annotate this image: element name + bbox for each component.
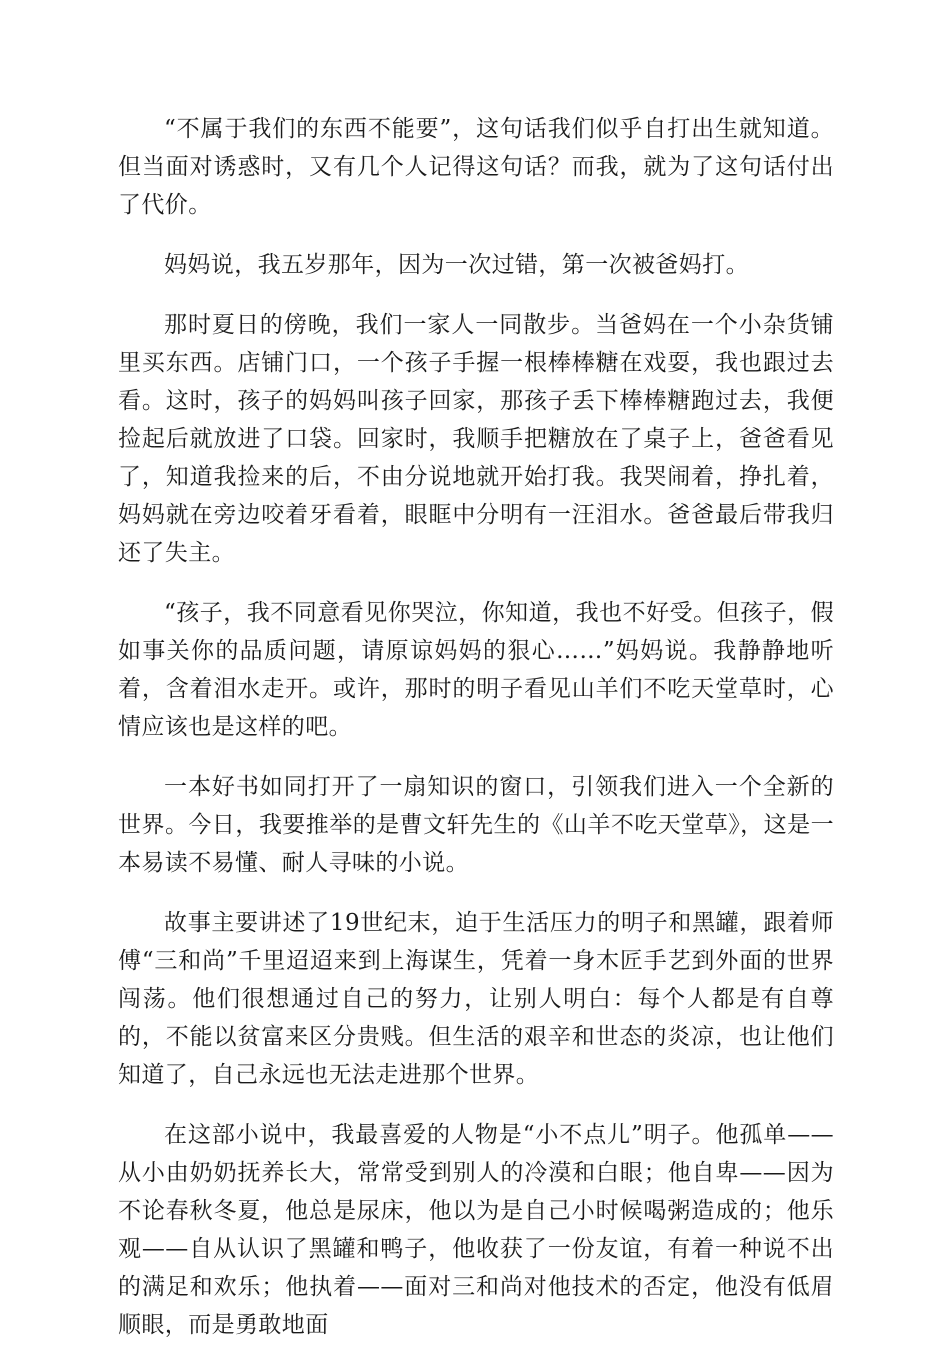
paragraph-5: 一本好书如同打开了一扇知识的窗口，引领我们进入一个全新的世界。今日，我要推举的是曹文轩先生的《山羊不吃天堂草》，这是一本易读不易懂、耐人寻味的小说。 (118, 774, 834, 876)
paragraph-4: “孩子，我不同意看见你哭泣，你知道，我也不好受。但孩子，假如事关你的品质问题，请原谅妈妈的狠心……”妈妈说。我静静地听着，含着泪水走开。或许，那时的明子看见山羊们不吃天堂草时，心情应该也是这样的吧。 (118, 600, 834, 740)
paragraph-7: 在这部小说中，我最喜爱的人物是“小不点儿”明子。他孤单——从小由奶奶抚养长大，常常受到别人的冷漠和白眼；他自卑——因为不论春秋冬夏，他总是尿床，他以为是自己小时候喝粥造成的；他乐观——自从认识了黑罐和鸭子，他收获了一份友谊，有着一种说不出的满足和欢乐；他执着——面对三和尚对他技术的否定，他没有低眉顺眼，而是勇敢地面 (118, 1122, 834, 1338)
paragraph-3: 那时夏日的傍晚，我们一家人一同散步。当爸妈在一个小杂货铺里买东西。店铺门口，一个孩子手握一根棒棒糖在戏耍，我也跟过去看。这时，孩子的妈妈叫孩子回家，那孩子丢下棒棒糖跑过去，我便捡起后就放进了口袋。回家时，我顺手把糖放在了桌子上，爸爸看见了，知道我捡来的后，不由分说地就开始打我。我哭闹着，挣扎着，妈妈就在旁边咬着牙看着，眼眶中分明有一汪泪水。爸爸最后带我归还了失主。 (118, 312, 834, 566)
paragraph-1: “不属于我们的东西不能要”，这句话我们似乎自打出生就知道。但当面对诱惑时，又有几个人记得这句话？而我，就为了这句话付出了代价。 (118, 116, 834, 218)
document-body (118, 110, 834, 1366)
paragraph-6: 故事主要讲述了19世纪末，迫于生活压力的明子和黑罐，跟着师傅“三和尚”千里迢迢来到上海谋生，凭着一身木匠手艺到外面的世界闯荡。他们很想通过自己的努力，让别人明白：每个人都是有自尊的，不能以贫富来区分贵贱。但生活的艰辛和世态的炎凉，也让他们知道了，自己永远也无法走进那个世界。 (118, 910, 834, 1088)
paragraph-2: 妈妈说，我五岁那年，因为一次过错，第一次被爸妈打。 (164, 252, 749, 278)
